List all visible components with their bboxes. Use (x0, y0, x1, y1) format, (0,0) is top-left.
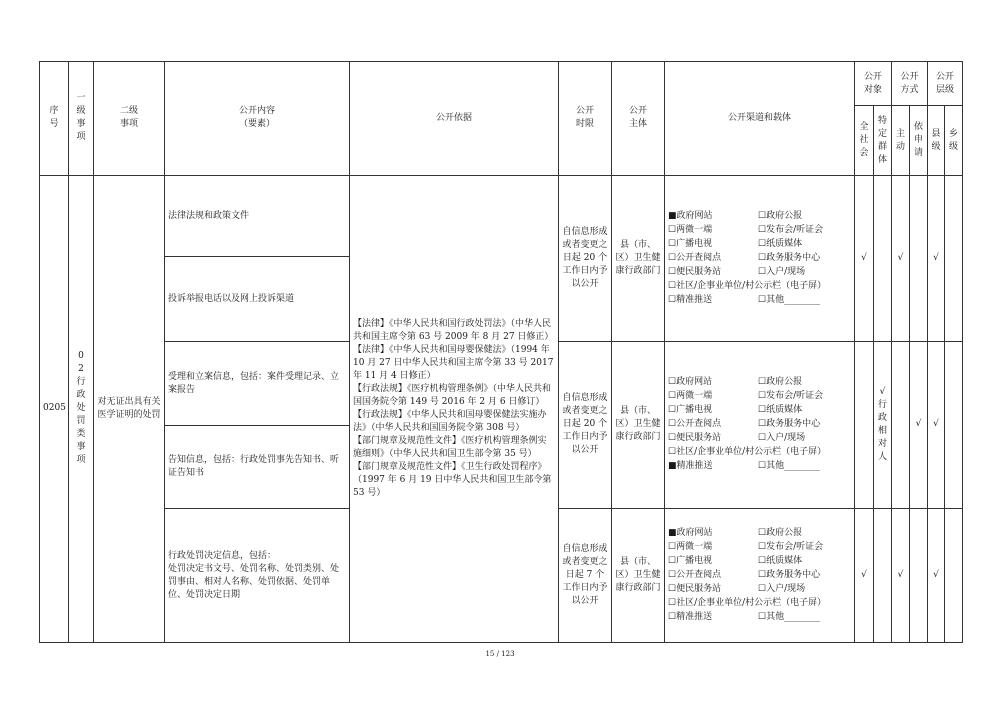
mark-township (945, 341, 963, 508)
channel-option: ☐其他________ (758, 461, 821, 472)
channel-option: ☐发布会/听证会 (758, 224, 824, 235)
header-subject: 公开 主体 (612, 62, 665, 176)
mark-all-society: √ (855, 175, 874, 341)
channel-option: ☐纸质媒体 (758, 405, 803, 416)
content-item: 行政处罚决定信息，包括： 处罚决定书文号、处罚名称、处罚类别、处罚事由、相对人名称、处罚依据、处罚单位、处罚决定日期 (165, 509, 350, 643)
header-mode: 公开 方式 (892, 62, 928, 106)
header-target: 公开 对象 (855, 62, 892, 106)
channel-option: ☐公开查阅点 (668, 252, 722, 263)
channel-option: ☐精准推送 (668, 294, 713, 305)
channel-option: ☐公开查阅点 (668, 419, 722, 430)
channel-option: ☐发布会/听证会 (758, 542, 824, 553)
mark-specific-group (874, 509, 892, 643)
header-level2: 二级事项 (94, 62, 165, 176)
mark-township (945, 509, 963, 643)
page-number: 15 / 123 (485, 650, 515, 658)
mark-specific-group (874, 175, 892, 341)
channel-option: ☐两微一端 (668, 542, 713, 553)
mark-on-request (910, 175, 928, 341)
channel-option: ☐政府公报 (758, 210, 803, 221)
header-township: 乡级 (945, 106, 963, 175)
header-on-request: 依申请 (910, 106, 928, 175)
content-item: 告知信息，包括：行政处罚事先告知书、听证告知书 (165, 426, 350, 509)
content-item: 受理和立案信息，包括：案件受理记录、立案报告 (165, 341, 350, 426)
subject-cell: 县（市、区）卫生健康行政部门 (612, 509, 665, 643)
channel-option: ☐政府公报 (758, 377, 803, 388)
channel-option: ☐纸质媒体 (758, 238, 803, 249)
channel-option: ☐纸质媒体 (758, 556, 803, 567)
subject-cell: 县（市、区）卫生健康行政部门 (612, 175, 665, 341)
channel-option: ☐社区/企事业单位/村公示栏（电子屏） (668, 598, 827, 609)
channel-option: ☐其他________ (758, 612, 821, 623)
channel-option: ☐广播电视 (668, 238, 713, 249)
header-active: 主动 (892, 106, 910, 175)
channel-option: ■精准推送 (668, 461, 713, 472)
channel-option: ☐广播电视 (668, 556, 713, 567)
channel-option: ☐其他________ (758, 294, 821, 305)
channels-cell (665, 341, 855, 508)
mark-active: √ (892, 175, 910, 341)
basis-cell: 【法律】《中华人民共和国行政处罚法》（中华人民共和国主席令第 63 号 2009 年 8 月 27 日修正） 【法律】《中华人民共和国母婴保健法》（1994 年 10 月 27 日中华人民共和国主席令第 33 号 2017 年 11 月 4 日修正） 【行政法规】《医疗机构管理条例》（中华人民共和国国务院令第 149 号 2016 年 2 月 6 日修订） 【行政法规】《中华人民共和国母婴保健法实施办法》（中华人民共和国国务院令第 308 号） 【部门规章及规范性文件】《医疗机构管理条例实施细则》（中华人民共和国卫生部令第 35 号） 【部门规章及规范性文件】《卫生行政处罚程序》（1997 年 6 月 19 日中华人民共和国卫生部令第 53 号） (350, 175, 559, 642)
mark-township (945, 175, 963, 341)
channel-option: ☐入户/现场 (758, 584, 806, 595)
channel-option: ☐政府公报 (758, 528, 803, 539)
header-seq: 序号 (40, 62, 69, 176)
channel-option: ☐发布会/听证会 (758, 391, 824, 402)
channel-option: ☐政务服务中心 (758, 252, 821, 263)
header-basis: 公开依据 (350, 62, 559, 176)
channels-cell (665, 509, 855, 643)
channel-option: ☐政务服务中心 (758, 419, 821, 430)
channel-option: ☐政府网站 (668, 377, 713, 388)
mark-on-request (910, 509, 928, 643)
timelimit-cell: 自信息形成或者变更之日起 7 个工作日内予以公开 (559, 509, 612, 643)
header-specific-group: 特定群体 (874, 106, 892, 175)
row-level1: 02行政处罚类事项 (69, 175, 94, 642)
channel-option: ■政府网站 (668, 528, 713, 539)
channel-option: ☐社区/企事业单位/村公示栏（电子屏） (668, 447, 827, 458)
content-item: 法律法规和政策文件 (165, 175, 350, 257)
mark-county: √ (928, 341, 945, 508)
channel-option: ☐便民服务站 (668, 584, 722, 595)
channel-option: ☐公开查阅点 (668, 570, 722, 581)
mark-all-society: √ (855, 509, 874, 643)
channel-option: ☐便民服务站 (668, 266, 722, 277)
mark-specific-group: √行政相对人 (874, 341, 892, 508)
timelimit-cell: 自信息形成或者变更之日起 20 个工作日内予以公开 (559, 175, 612, 341)
mark-active: √ (892, 509, 910, 643)
channel-option: ■政府网站 (668, 210, 713, 221)
subject-cell: 县（市、区）卫生健康行政部门 (612, 341, 665, 508)
mark-county: √ (928, 175, 945, 341)
channel-option: ☐便民服务站 (668, 433, 722, 444)
header-county: 县级 (928, 106, 945, 175)
mark-all-society (855, 341, 874, 508)
header-all-society: 全社会 (855, 106, 874, 175)
mark-active (892, 341, 910, 508)
header-level: 公开 层级 (928, 62, 963, 106)
channels-cell (665, 175, 855, 341)
header-content: 公开内容 （要素） (165, 62, 350, 176)
timelimit-cell: 自信息形成或者变更之日起 20 个工作日内予以公开 (559, 341, 612, 508)
header-timelimit: 公开 时限 (559, 62, 612, 176)
channel-option: ☐入户/现场 (758, 433, 806, 444)
header-level1: 一级事项 (69, 62, 94, 176)
disclosure-table (39, 61, 963, 643)
content-item: 投诉举报电话以及网上投诉渠道 (165, 257, 350, 342)
header-channels: 公开渠道和载体 (665, 62, 855, 176)
mark-on-request: √ (910, 341, 928, 508)
row-level2: 对无证出具有关医学证明的处罚 (94, 175, 165, 642)
channel-option: ☐社区/企事业单位/村公示栏（电子屏） (668, 280, 827, 291)
channel-option: ☐两微一端 (668, 224, 713, 235)
mark-county: √ (928, 509, 945, 643)
channel-option: ☐入户/现场 (758, 266, 806, 277)
channel-option: ☐精准推送 (668, 612, 713, 623)
row-seq: 0205 (40, 175, 69, 642)
channel-option: ☐广播电视 (668, 405, 713, 416)
channel-option: ☐两微一端 (668, 391, 713, 402)
channel-option: ☐政务服务中心 (758, 570, 821, 581)
